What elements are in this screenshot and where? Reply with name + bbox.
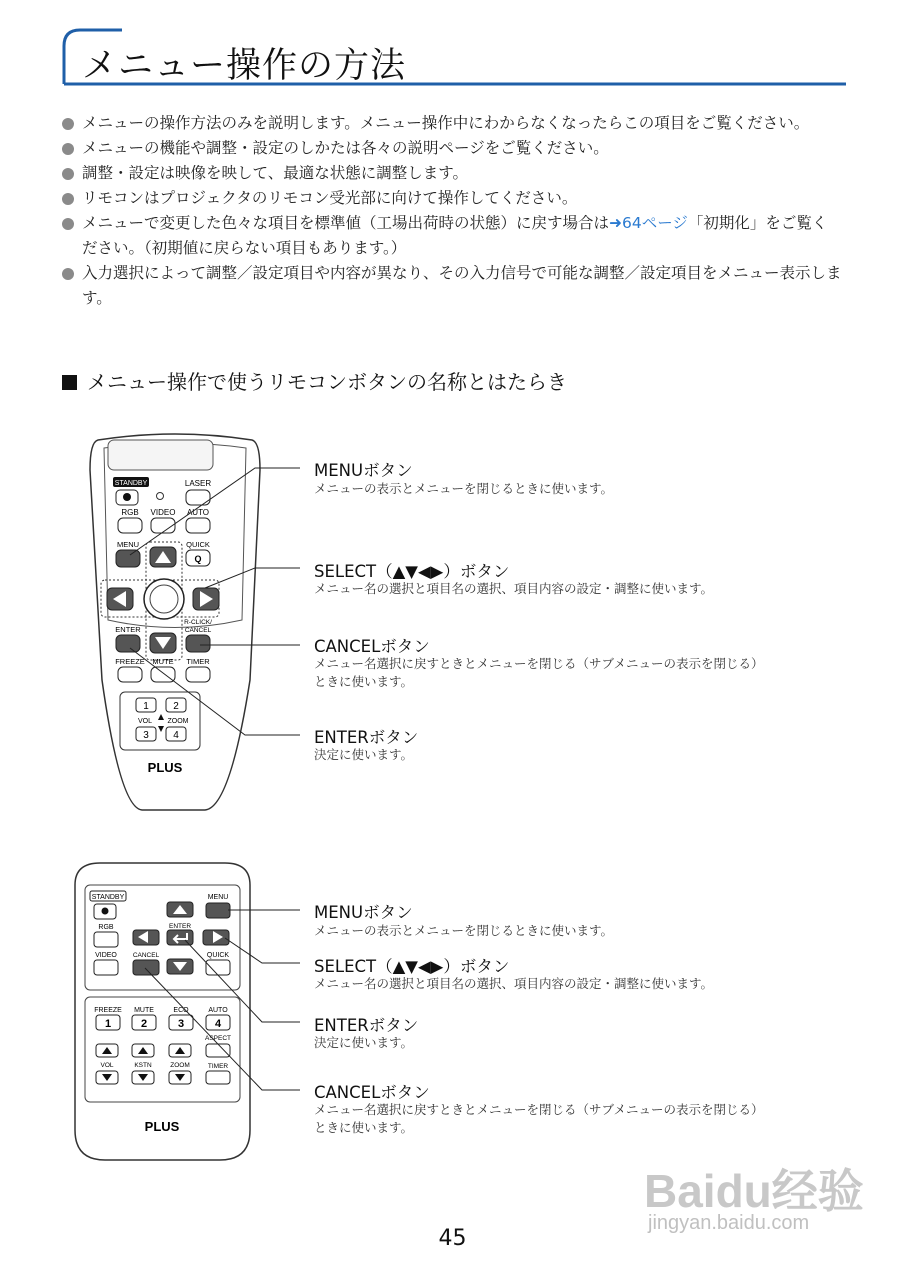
- zoom-label: ZOOM: [167, 718, 189, 725]
- callout-enter-desc: 決定に使います。: [314, 1035, 414, 1050]
- freeze-label: FREEZE: [94, 1007, 122, 1014]
- bullet-text: 「初期化」をご覧ください。（初期値に戻らない項目もあります。）: [82, 214, 828, 257]
- q-key-label: Q: [194, 554, 202, 564]
- callout-enter-desc: 決定に使います。: [314, 747, 414, 762]
- section-heading-text: メニュー操作で使うリモコンボタンの名称とはたらき: [87, 370, 567, 394]
- key-2-label: 2: [140, 1018, 148, 1030]
- menu-label: MENU: [207, 894, 229, 901]
- callout-cancel-desc-line: メニュー名選択に戻すときとメニューを閉じる（サブメニューの表示を閉じる）: [314, 656, 764, 671]
- standby-label: STANDBY: [114, 480, 148, 487]
- callout-cancel-desc-line: ときに使います。: [314, 674, 414, 689]
- key-3-label: 3: [143, 730, 149, 741]
- rgb-label: RGB: [98, 924, 114, 931]
- quick-label: QUICK: [186, 540, 210, 549]
- callout-cancel-label: CANCELボタン: [314, 637, 430, 656]
- kstn-label: KSTN: [134, 1062, 152, 1069]
- page-reference-link[interactable]: ➜64ページ: [609, 214, 688, 232]
- video-label: VIDEO: [95, 952, 117, 959]
- mute-label: MUTE: [152, 657, 174, 666]
- callout-select-label: SELECT（▲▼◀▶）ボタン: [314, 562, 510, 581]
- vol-label: VOL: [137, 718, 153, 725]
- callout-menu-label: MENUボタン: [314, 461, 413, 480]
- mute-label: MUTE: [134, 1007, 154, 1014]
- callout-cancel-desc-line: メニュー名選択に戻すときとメニューを閉じる（サブメニューの表示を閉じる）: [314, 1102, 764, 1117]
- key-1-label: 1: [104, 1018, 112, 1030]
- laser-label: LASER: [184, 479, 212, 488]
- bullet-item: メニューの機能や調整・設定のしかたは各々の説明ページをご覧ください。: [62, 136, 842, 161]
- callout-enter-label: ENTERボタン: [314, 728, 419, 747]
- key-4-label: 4: [173, 730, 179, 741]
- quick-label: QUICK: [206, 952, 230, 959]
- bullet-item: メニューの操作方法のみを説明します。メニュー操作中にわからなくなったらこの項目をご覧ください。: [62, 111, 842, 136]
- rclick-label: R-CLICK/: [184, 619, 212, 626]
- standby-label: STANDBY: [91, 894, 125, 901]
- brand-logo: PLUS: [147, 760, 183, 775]
- zoom-label: ZOOM: [170, 1062, 190, 1069]
- key-4-label: 4: [214, 1018, 222, 1030]
- callout-select-label: SELECT（▲▼◀▶）ボタン: [314, 957, 510, 976]
- key-1-label: 1: [143, 701, 149, 712]
- rgb-label: RGB: [121, 508, 139, 517]
- bullet-text: メニューで変更した色々な項目を標準値（工場出荷時の状態）に戻す場合は: [82, 214, 610, 232]
- bullet-item: 調整・設定は映像を映して、最適な状態に調整します。: [62, 161, 842, 186]
- freeze-label: FREEZE: [115, 657, 145, 666]
- bullet-item: リモコンはプロジェクタのリモコン受光部に向けて操作してください。: [62, 186, 842, 211]
- timer-label: TIMER: [186, 657, 210, 666]
- callout-menu-desc: メニューの表示とメニューを閉じるときに使います。: [314, 481, 614, 496]
- bullet-item: 入力選択によって調整／設定項目や内容が異なり、その入力信号で可能な調整／設定項目をメニュー表示します。: [62, 261, 842, 311]
- callout-select-desc: メニュー名の選択と項目名の選択、項目内容の設定・調整に使います。: [314, 976, 714, 991]
- watermark-url: jingyan.baidu.com: [648, 1212, 810, 1234]
- callout-cancel-desc: [314, 1101, 764, 1137]
- callout-select-desc: メニュー名の選択と項目名の選択、項目内容の設定・調整に使います。: [314, 581, 714, 596]
- timer-label: TIMER: [207, 1063, 229, 1070]
- callout-cancel-desc-line: ときに使います。: [314, 1120, 414, 1135]
- eco-label: ECO: [173, 1007, 189, 1014]
- auto-label: AUTO: [186, 508, 210, 517]
- page-title: メニュー操作の方法: [82, 46, 407, 86]
- page-number: 45: [438, 1226, 467, 1251]
- aspect-label: ASPECT: [204, 1035, 232, 1042]
- key-2-label: 2: [173, 701, 179, 712]
- callout-enter-label: ENTERボタン: [314, 1016, 419, 1035]
- cancel-label: CANCEL: [184, 627, 212, 634]
- auto-label: AUTO: [208, 1007, 228, 1014]
- key-3-label: 3: [177, 1018, 185, 1030]
- enter-label: ENTER: [168, 923, 192, 930]
- vol-label: VOL: [100, 1062, 114, 1069]
- menu-label: MENU: [116, 540, 140, 549]
- callout-menu-label: MENUボタン: [314, 903, 413, 922]
- callout-menu-desc: メニューの表示とメニューを閉じるときに使います。: [314, 923, 614, 938]
- cancel-label: CANCEL: [132, 952, 160, 959]
- watermark-brand: Baidu经验: [644, 1165, 864, 1217]
- enter-label: ENTER: [115, 625, 141, 634]
- callout-cancel-label: CANCELボタン: [314, 1083, 430, 1102]
- video-label: VIDEO: [150, 508, 176, 517]
- brand-logo: PLUS: [144, 1119, 180, 1134]
